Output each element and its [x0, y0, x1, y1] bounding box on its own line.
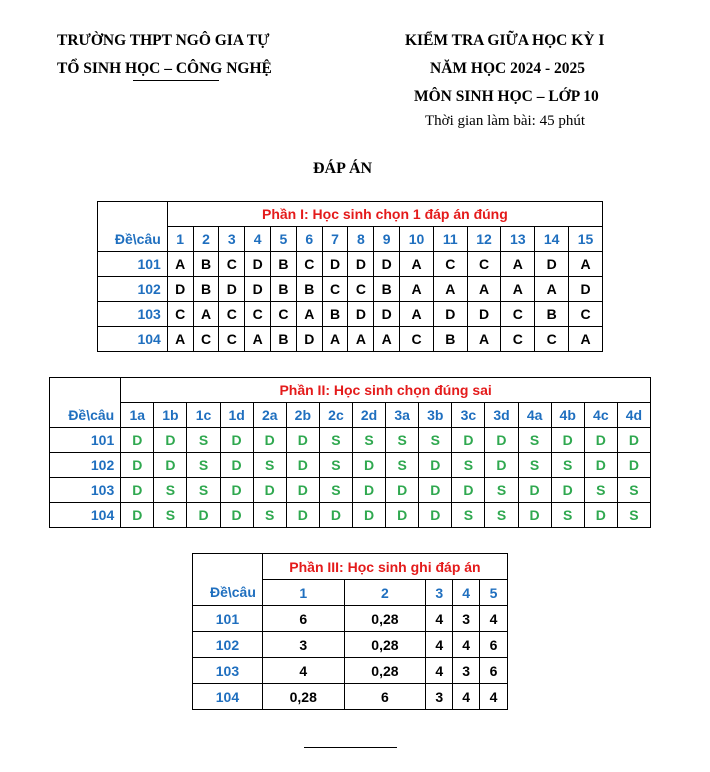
part1-answer-cell: B — [271, 277, 297, 302]
part2-question-header: 1b — [154, 403, 187, 428]
part1-exam-code: 102 — [98, 277, 168, 302]
part2-answer-cell: S — [253, 503, 286, 528]
part2-question-header: 2d — [353, 403, 386, 428]
part1-answer-cell: A — [348, 327, 374, 352]
part1-answer-table — [97, 201, 603, 352]
part1-answer-cell: B — [433, 327, 467, 352]
part2-answer-cell: D — [187, 503, 220, 528]
part2-question-header: 2a — [253, 403, 286, 428]
part1-question-row — [98, 227, 603, 252]
part2-answer-cell: D — [121, 503, 154, 528]
part3-answer-cell: 3 — [453, 658, 480, 684]
part2-answer-cell: S — [319, 428, 352, 453]
part1-answer-cell: A — [569, 327, 603, 352]
part1-answer-cell: D — [296, 327, 322, 352]
part2-answer-cell: D — [485, 428, 518, 453]
part1-question-header: 3 — [219, 227, 245, 252]
part3-answer-cell: 3 — [453, 606, 480, 632]
part1-row-103 — [98, 302, 603, 327]
header-underline — [133, 80, 219, 81]
part1-answer-cell: C — [245, 302, 271, 327]
part2-row-104 — [50, 503, 651, 528]
part1-answer-cell: D — [245, 277, 271, 302]
page-title: ĐÁP ÁN — [313, 160, 373, 177]
part1-answer-cell: C — [193, 327, 219, 352]
part1-exam-code: 101 — [98, 252, 168, 277]
part1-answer-cell: A — [569, 252, 603, 277]
part1-answer-cell: C — [219, 302, 245, 327]
part2-row-101 — [50, 428, 651, 453]
part2-answer-cell: D — [584, 453, 617, 478]
part3-exam-code: 101 — [193, 606, 263, 632]
part3-answer-cell: 4 — [262, 658, 344, 684]
part3-answer-cell: 4 — [480, 606, 508, 632]
part1-answer-cell: C — [501, 327, 535, 352]
part3-exam-code: 104 — [193, 684, 263, 710]
part1-question-header: 15 — [569, 227, 603, 252]
part1-answer-cell: D — [374, 302, 400, 327]
part3-question-header: 5 — [480, 580, 508, 606]
part2-answer-cell: S — [154, 503, 187, 528]
part2-answer-cell: D — [286, 453, 319, 478]
part2-answer-cell: S — [452, 453, 485, 478]
part1-question-header: 6 — [296, 227, 322, 252]
part3-heading: Phần III: Học sinh ghi đáp án — [262, 554, 507, 580]
part2-answer-cell: D — [518, 478, 551, 503]
part2-answer-cell: S — [551, 453, 584, 478]
part1-row-101 — [98, 252, 603, 277]
part2-answer-cell: D — [121, 478, 154, 503]
part3-question-header: 3 — [426, 580, 453, 606]
part1-answer-cell: B — [193, 252, 219, 277]
part2-answer-cell: S — [518, 453, 551, 478]
part2-answer-cell: D — [353, 503, 386, 528]
part3-answer-cell: 4 — [453, 632, 480, 658]
part2-answer-cell: D — [617, 428, 650, 453]
part1-answer-cell: A — [535, 277, 569, 302]
part1-answer-cell: B — [535, 302, 569, 327]
part3-corner-label: Đề\câu — [193, 580, 263, 606]
part2-question-header: 2c — [319, 403, 352, 428]
part1-question-header: 5 — [271, 227, 297, 252]
part2-answer-cell: D — [220, 453, 253, 478]
part2-answer-cell: D — [353, 453, 386, 478]
part1-answer-cell: A — [245, 327, 271, 352]
part3-exam-code: 102 — [193, 632, 263, 658]
part2-answer-cell: S — [551, 503, 584, 528]
part3-row-104 — [193, 684, 508, 710]
part1-answer-cell: B — [271, 252, 297, 277]
part3-row-101 — [193, 606, 508, 632]
part1-answer-cell: C — [569, 302, 603, 327]
part2-answer-cell: S — [617, 503, 650, 528]
part1-question-header: 14 — [535, 227, 569, 252]
part2-question-row — [50, 403, 651, 428]
part2-answer-cell: S — [485, 503, 518, 528]
part3-answer-cell: 0,28 — [344, 658, 426, 684]
part1-answer-cell: A — [400, 302, 434, 327]
part3-answer-cell: 6 — [480, 632, 508, 658]
part1-answer-cell: A — [167, 327, 193, 352]
part2-answer-cell: D — [286, 478, 319, 503]
part2-answer-cell: S — [253, 453, 286, 478]
part2-question-header: 4d — [617, 403, 650, 428]
part1-answer-cell: A — [296, 302, 322, 327]
part1-answer-cell: A — [374, 327, 400, 352]
part1-heading: Phần I: Học sinh chọn 1 đáp án đúng — [167, 202, 602, 227]
part3-answer-cell: 4 — [453, 684, 480, 710]
part2-answer-table — [49, 377, 651, 528]
part2-answer-cell: D — [154, 453, 187, 478]
part1-question-header: 8 — [348, 227, 374, 252]
part2-answer-cell: D — [419, 478, 452, 503]
part2-answer-cell: D — [353, 478, 386, 503]
part1-answer-cell: C — [219, 252, 245, 277]
part2-question-header: 4c — [584, 403, 617, 428]
part1-answer-cell: C — [501, 302, 535, 327]
part1-answer-cell: A — [433, 277, 467, 302]
subject-name: MÔN SINH HỌC – LỚP 10 — [414, 88, 599, 105]
part1-exam-code: 104 — [98, 327, 168, 352]
part2-question-header: 2b — [286, 403, 319, 428]
part2-answer-cell: S — [386, 428, 419, 453]
part1-answer-cell: C — [167, 302, 193, 327]
part1-row-104 — [98, 327, 603, 352]
part1-answer-cell: C — [348, 277, 374, 302]
part2-answer-cell: D — [253, 428, 286, 453]
school-name: TRƯỜNG THPT NGÔ GIA TỰ — [57, 32, 270, 49]
part2-answer-cell: D — [452, 428, 485, 453]
part2-answer-cell: D — [154, 428, 187, 453]
part1-answer-cell: A — [167, 252, 193, 277]
part1-answer-cell: C — [467, 252, 501, 277]
part2-answer-cell: D — [286, 428, 319, 453]
part2-exam-code: 104 — [50, 503, 121, 528]
part1-answer-cell: B — [271, 327, 297, 352]
part1-corner-label: Đề\câu — [98, 227, 168, 252]
part1-answer-cell: D — [569, 277, 603, 302]
part1-answer-cell: D — [374, 252, 400, 277]
part3-answer-cell: 4 — [426, 658, 453, 684]
part3-question-header: 2 — [344, 580, 426, 606]
part1-answer-cell: C — [271, 302, 297, 327]
part1-answer-cell: D — [467, 302, 501, 327]
part2-answer-cell: D — [286, 503, 319, 528]
part2-row-103 — [50, 478, 651, 503]
part2-answer-cell: D — [518, 503, 551, 528]
part2-heading: Phần II: Học sinh chọn đúng sai — [121, 378, 651, 403]
part2-answer-cell: S — [452, 503, 485, 528]
part2-answer-cell: D — [220, 503, 253, 528]
part3-answer-cell: 4 — [480, 684, 508, 710]
part2-answer-cell: S — [187, 428, 220, 453]
part2-question-header: 1a — [121, 403, 154, 428]
part2-answer-cell: D — [121, 453, 154, 478]
part2-answer-cell: D — [485, 453, 518, 478]
part2-answer-cell: D — [551, 428, 584, 453]
part2-answer-cell: S — [617, 478, 650, 503]
part1-answer-cell: A — [400, 277, 434, 302]
part3-answer-cell: 3 — [262, 632, 344, 658]
exam-title: KIỂM TRA GIỮA HỌC KỲ I — [405, 32, 605, 49]
part1-heading-row — [98, 202, 603, 227]
part2-answer-cell: S — [187, 478, 220, 503]
part2-answer-cell: S — [319, 478, 352, 503]
part1-question-header: 11 — [433, 227, 467, 252]
part2-row-102 — [50, 453, 651, 478]
part2-answer-cell: S — [353, 428, 386, 453]
part2-heading-row — [50, 378, 651, 403]
part1-question-header: 1 — [167, 227, 193, 252]
part1-answer-cell: D — [348, 302, 374, 327]
part2-question-header: 3d — [485, 403, 518, 428]
part1-answer-cell: C — [535, 327, 569, 352]
part3-answer-cell: 0,28 — [344, 632, 426, 658]
part1-answer-cell: A — [467, 277, 501, 302]
part2-question-header: 3c — [452, 403, 485, 428]
part1-answer-cell: B — [296, 277, 322, 302]
school-year: NĂM HỌC 2024 - 2025 — [430, 60, 585, 77]
part2-blank-corner — [50, 378, 121, 403]
part2-answer-cell: D — [452, 478, 485, 503]
part2-answer-cell: D — [386, 478, 419, 503]
part1-answer-cell: D — [167, 277, 193, 302]
part1-row-102 — [98, 277, 603, 302]
part1-answer-cell: C — [433, 252, 467, 277]
part3-answer-cell: 0,28 — [344, 606, 426, 632]
department-name: TỔ SINH HỌC – CÔNG NGHỆ — [57, 60, 272, 77]
part3-answer-cell: 6 — [262, 606, 344, 632]
part2-corner-label: Đề\câu — [50, 403, 121, 428]
part3-answer-cell: 3 — [426, 684, 453, 710]
exam-duration: Thời gian làm bài: 45 phút — [425, 113, 585, 129]
part1-answer-cell: B — [193, 277, 219, 302]
part2-exam-code: 103 — [50, 478, 121, 503]
part2-answer-cell: D — [419, 453, 452, 478]
part2-answer-cell: S — [154, 478, 187, 503]
part3-answer-cell: 6 — [480, 658, 508, 684]
part1-answer-cell: B — [322, 302, 348, 327]
part1-answer-cell: D — [535, 252, 569, 277]
part2-question-header: 1d — [220, 403, 253, 428]
part1-answer-cell: D — [219, 277, 245, 302]
part1-answer-cell: A — [322, 327, 348, 352]
part3-heading-row — [193, 554, 508, 580]
part3-answer-cell: 0,28 — [262, 684, 344, 710]
part1-question-header: 13 — [501, 227, 535, 252]
part2-answer-cell: D — [551, 478, 584, 503]
part2-exam-code: 102 — [50, 453, 121, 478]
part3-row-102 — [193, 632, 508, 658]
part1-answer-cell: C — [219, 327, 245, 352]
part2-answer-cell: S — [319, 453, 352, 478]
part3-question-row — [193, 580, 508, 606]
part3-answer-cell: 4 — [426, 606, 453, 632]
part3-answer-table — [192, 553, 508, 710]
part1-answer-cell: C — [400, 327, 434, 352]
part1-answer-cell: D — [245, 252, 271, 277]
part3-exam-code: 103 — [193, 658, 263, 684]
part1-answer-cell: A — [400, 252, 434, 277]
part2-answer-cell: D — [419, 503, 452, 528]
part2-question-header: 4b — [551, 403, 584, 428]
part2-answer-cell: D — [220, 428, 253, 453]
part1-question-header: 7 — [322, 227, 348, 252]
part1-answer-cell: A — [193, 302, 219, 327]
part3-blank-corner — [193, 554, 263, 580]
part2-answer-cell: D — [121, 428, 154, 453]
part1-exam-code: 103 — [98, 302, 168, 327]
part1-answer-cell: D — [322, 252, 348, 277]
part2-question-header: 1c — [187, 403, 220, 428]
part2-answer-cell: D — [253, 478, 286, 503]
part1-answer-cell: A — [467, 327, 501, 352]
part2-answer-cell: D — [319, 503, 352, 528]
part2-answer-cell: S — [518, 428, 551, 453]
part3-question-header: 4 — [453, 580, 480, 606]
part1-answer-cell: A — [501, 252, 535, 277]
part1-answer-cell: B — [374, 277, 400, 302]
part1-question-header: 9 — [374, 227, 400, 252]
part2-answer-cell: D — [386, 503, 419, 528]
part2-answer-cell: D — [584, 428, 617, 453]
end-divider — [304, 747, 397, 748]
part2-answer-cell: S — [584, 478, 617, 503]
part2-answer-cell: S — [187, 453, 220, 478]
part2-exam-code: 101 — [50, 428, 121, 453]
part2-answer-cell: S — [386, 453, 419, 478]
part1-answer-cell: A — [501, 277, 535, 302]
part1-question-header: 2 — [193, 227, 219, 252]
part1-blank-corner — [98, 202, 168, 227]
part3-answer-cell: 6 — [344, 684, 426, 710]
part1-question-header: 12 — [467, 227, 501, 252]
part2-answer-cell: S — [485, 478, 518, 503]
part3-answer-cell: 4 — [426, 632, 453, 658]
part1-answer-cell: D — [348, 252, 374, 277]
part1-question-header: 4 — [245, 227, 271, 252]
part2-answer-cell: S — [419, 428, 452, 453]
part2-answer-cell: D — [617, 453, 650, 478]
part2-question-header: 3b — [419, 403, 452, 428]
part3-row-103 — [193, 658, 508, 684]
part1-question-header: 10 — [400, 227, 434, 252]
part1-answer-cell: D — [433, 302, 467, 327]
part3-question-header: 1 — [262, 580, 344, 606]
part2-answer-cell: D — [220, 478, 253, 503]
part1-answer-cell: C — [322, 277, 348, 302]
part1-answer-cell: C — [296, 252, 322, 277]
part2-question-header: 3a — [386, 403, 419, 428]
part2-question-header: 4a — [518, 403, 551, 428]
part2-answer-cell: D — [584, 503, 617, 528]
